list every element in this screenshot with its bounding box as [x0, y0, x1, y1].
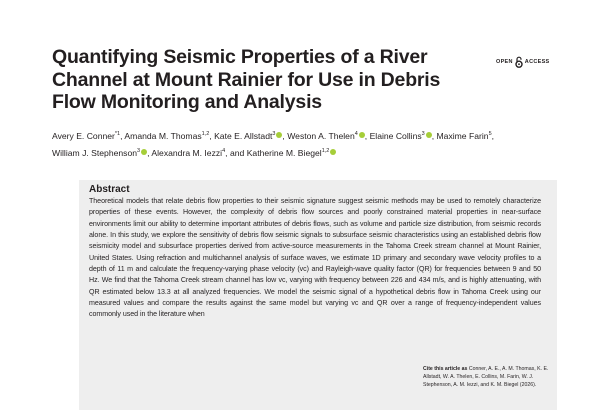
citation-text: Conner, A. E., A. M. Thomas, K. E. Allstadt, W. A. Thelen, E. Collins, M. Farin, W. J. Stephenson, A. M. Iezzi, and K. M. Biegel (2026). — [423, 366, 549, 389]
orcid-icon[interactable] — [276, 132, 282, 138]
author-name[interactable]: Katherine M. Biegel — [246, 147, 322, 158]
author-affiliation: 3 — [421, 131, 425, 137]
author-name[interactable]: William J. Stephenson — [52, 147, 138, 158]
orcid-icon[interactable] — [426, 132, 432, 138]
author-name[interactable]: Amanda M. Thomas — [124, 131, 202, 141]
author-name[interactable]: Weston A. Thelen — [287, 131, 355, 141]
abstract-text: Theoretical models that relate debris flow properties to their seismic signature suggest seismic methods may be used to remotely characterize properties of these events. However, the complexity of debris flow sources and poorly constrained material properties in near-surface environments limit our ability to determine important attributes of debris flows, such as volume and particle size distribution, from seismic records alone. In this study, we explore the sensitivity of debris flow seismic signals to subsurface seismic characteristics using an established debris flow seismicity model and subsurface properties derived from active-source measurements in the Tahoma Creek stream channel at Mount Rainier, United States. Using refraction and multichannel analysis of surface waves, we estimate 1D primary and secondary wave velocity profiles to a depth of 11 m and calculate the frequency-varying phase velocity (vc) and Rayleigh-wave quality factor (QR) for frequencies between 9 and 50 Hz. We find that the Tahoma Creek stream channel has low vc, varying with frequency between 226 and 434 m/s, and is highly attenuating, with QR estimated below 13.3 at all analyzed frequencies. We model the seismic signal of a hypothetical debris flow in Tahoma Creek using our measured values and compare the results against the same model but varying vc and QR over a range of frequency-independent values commonly used in the literature when — [89, 197, 541, 319]
author-affiliation: 1,2 — [201, 131, 210, 137]
author-affiliation: 1,2 — [321, 147, 330, 154]
author-affiliation: 4 — [354, 131, 358, 137]
open-access-left-label: OPEN — [496, 59, 513, 65]
orcid-icon[interactable] — [330, 149, 336, 155]
citation-box — [423, 365, 553, 389]
open-access-right-label: ACCESS — [524, 59, 550, 65]
citation-label: Cite this article as — [423, 366, 468, 372]
open-access-lock-icon — [515, 56, 523, 68]
article-title: Quantifying Seismic Properties of a River Channel at Mount Rainier for Use in Debris Flow Monitoring and Analysis — [52, 46, 441, 113]
abstract-heading: Abstract — [89, 184, 130, 195]
author-affiliation: 3 — [272, 131, 276, 137]
author-name[interactable]: Alexandra M. Iezzi — [151, 147, 223, 158]
orcid-icon[interactable] — [359, 132, 365, 138]
author-affiliation: *1 — [114, 131, 121, 137]
orcid-icon[interactable] — [141, 149, 147, 155]
author-name[interactable]: Kate E. Allstadt — [214, 131, 273, 141]
author-affiliation: 5 — [488, 131, 492, 137]
open-access-badge[interactable] — [496, 56, 550, 68]
author-name[interactable]: Maxime Farin — [436, 131, 489, 141]
author-affiliation: 3 — [137, 147, 141, 154]
author-affiliation: 4 — [222, 147, 226, 154]
author-name[interactable]: Avery E. Conner — [52, 131, 115, 141]
author-list: Avery E. Conner$^{*1}$, Amanda M. Thomas$^{1,2}$, Kate E. Allstadt$^3$ , Weston A. Thelen$^4$ , Elaine Collins$^3$ , Maxime Farin$^5$, William J. Stephenson$^3$ , Alexandra M. Iezzi$^4$, and Katherine M. Biegel$^{1,2}$ — [52, 131, 495, 158]
author-name[interactable]: Elaine Collins — [369, 131, 422, 141]
